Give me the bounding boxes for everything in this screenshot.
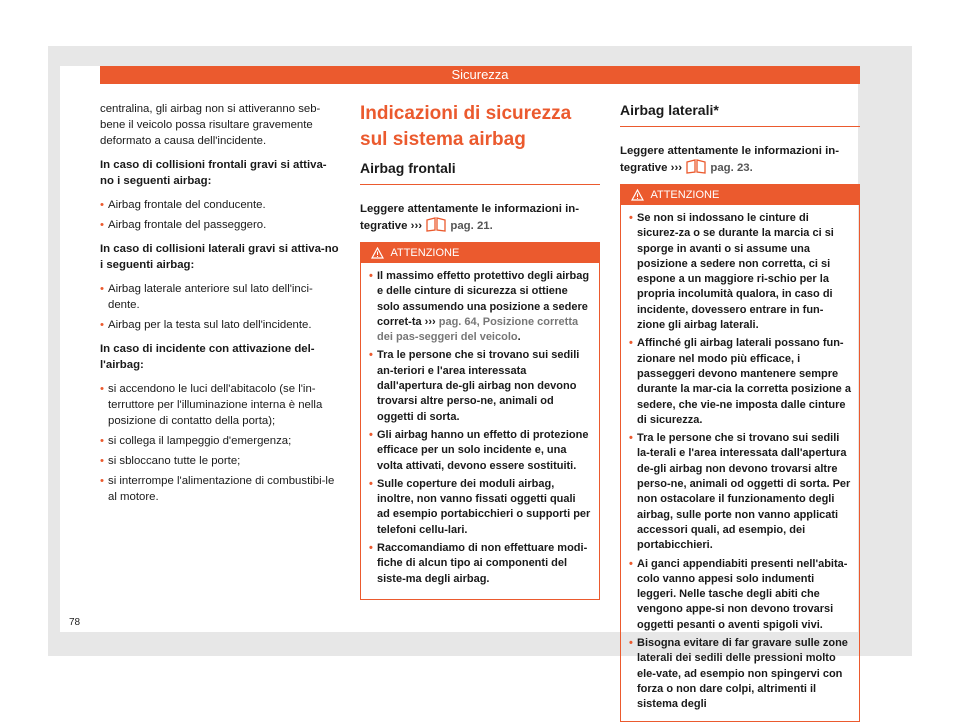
list-item: • Raccomandiamo di non effettuare modi-fiche di alcun tipo ai componenti del siste-ma degli airbag. (369, 541, 591, 587)
deploy-heading: In caso di incidente con attivazione del-l'airbag: (100, 343, 315, 371)
list-item: • Gli airbag hanno un effetto di protezione efficace per un solo incidente e, una volta attivati, devono essere sostituiti. (369, 428, 591, 474)
side-collision-heading: In caso di collisioni laterali gravi si attiva-no i seguenti airbag: (100, 243, 339, 271)
warning-item-text: Il massimo effetto protettivo degli airbag e delle cinture di sicurezza si ottiene solo assumendo una posizione a sedere corret-ta ››› (377, 270, 590, 328)
page-reference-link[interactable]: pag. 23. (710, 162, 753, 174)
read-notice (620, 143, 860, 176)
front-airbag-list (100, 197, 340, 233)
list-item: • si accendono le luci dell'abitacolo (se l'in-terruttore per l'illuminazione interna è nella posizione di contatto della porta); (100, 381, 340, 429)
deploy-list (100, 381, 340, 505)
list-item: • Bisogna evitare di far gravare sulle zone laterali dei sedili delle pressioni molto ele-vate, ad esempio non spingervi con forza o non dare colpi, altrimenti il sistema degli (629, 636, 851, 712)
list-item: • Tra le persone che si trovano sui sedili an-teriori e l'area interessata dall'apertura de-gli airbag non devono trovarsi altre perso-ne, animali od oggetti di sorta. (369, 348, 591, 424)
page-reference-link[interactable]: pag. 64, Posizione corretta dei pas-seggeri del veicolo (377, 315, 579, 344)
list-item: • Se non si indossano le cinture di sicurez-za o se durante la marcia ci si sporge in avanti o si assume una posizione a sedere non corretta, ci si espone a un maggiore ri-schio per la propria incolumità qualora, in caso di incidente, dovessero entrare in fun-zione gli airbag laterali. (629, 211, 851, 333)
warning-label: ATTENZIONE (650, 189, 720, 201)
list-item: • si collega il lampeggio d'emergenza; (100, 433, 340, 449)
warning-header (361, 243, 599, 263)
list-item: • Airbag per la testa sul lato dell'incidente. (100, 317, 340, 333)
warning-list (369, 269, 591, 587)
section-header: Sicurezza (100, 66, 860, 84)
side-airbag-list (100, 281, 340, 333)
list-item (369, 269, 591, 345)
subsection-title: Airbag frontali (360, 159, 600, 185)
list-item: • Airbag laterale anteriore sul lato dell'inci-dente. (100, 281, 340, 313)
warning-triangle-icon (371, 247, 384, 259)
column-3 (620, 101, 860, 722)
list-item: • Tra le persone che si trovano sui sedili la-terali e l'area interessata dall'apertura de-gli airbag non devono trovarsi altre perso-ne, animali od oggetti di sorta. Per non ostacolare il funzionamento degli airbag, sulle porte non vanno applicati accessori quali, ad esempio, dei portabicchieri. (629, 431, 851, 553)
front-collision-heading: In caso di collisioni frontali gravi si attiva-no i seguenti airbag: (100, 159, 327, 187)
warning-header (621, 185, 859, 205)
warning-label: ATTENZIONE (390, 247, 460, 259)
warning-item-suffix: . (517, 331, 521, 344)
warning-triangle-icon (631, 189, 644, 201)
page-reference-link[interactable]: pag. 21. (450, 220, 493, 232)
warning-body (361, 263, 599, 599)
warning-body (621, 205, 859, 713)
list-item: • Airbag frontale del conducente. (100, 197, 340, 213)
section-title: Indicazioni di sicurezza sul sistema airbag (360, 103, 572, 150)
list-item: • Ai ganci appendiabiti presenti nell'abita-colo vanno appesi solo indumenti leggeri. Nelle tasche degli abiti che vengono appe-si non devono trovarsi oggetti pesanti o aventi spigoli vivi. (629, 557, 851, 633)
warning-box (620, 184, 860, 722)
list-item: • Sulle coperture dei moduli airbag, inoltre, non vanno fissati oggetti quali ad esempio portabicchieri o supporti per telefoni cellu-lari. (369, 477, 591, 538)
read-notice (360, 201, 600, 234)
read-notice-text: Leggere attentamente le informazioni in-tegrative ››› (620, 145, 839, 174)
column-1 (100, 101, 340, 513)
warning-box (360, 242, 600, 600)
list-item: • si interrompe l'alimentazione di combustibi-le al motore. (100, 473, 340, 505)
book-icon (425, 217, 447, 232)
read-notice-text: Leggere attentamente le informazioni in-tegrative ››› (360, 203, 579, 232)
list-item: • si sbloccano tutte le porte; (100, 453, 340, 469)
book-icon (685, 159, 707, 174)
column-2 (360, 101, 600, 600)
list-item: • Airbag frontale del passeggero. (100, 217, 340, 233)
subsection-title: Airbag laterali* (620, 101, 860, 127)
page-number: 78 (69, 617, 81, 628)
intro-paragraph: centralina, gli airbag non si attiveranno seb-bene il veicolo possa risultare gravemente deformato a causa dell'incidente. (100, 103, 321, 147)
warning-list (629, 211, 851, 713)
list-item: • Affinché gli airbag laterali possano fun-zionare nel modo più efficace, i passeggeri devono mantenere sempre durante la mar-cia la corretta posizione a sedere, che vie-ne imposta dalle cinture di sicurezza. (629, 336, 851, 428)
